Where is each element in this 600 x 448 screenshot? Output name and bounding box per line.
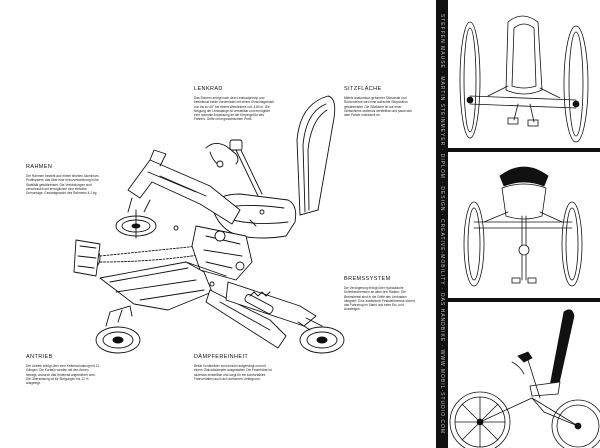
rahmen-title: RAHMEN (26, 164, 53, 170)
rahmen-text: Der Rahmen besteht aus einem leichten Aluminium-Profilsystem, das über eine Kreuzverstrebung hohe Stabilität gewährleistet. Die Verbindungen sind verschraubt und ermöglichen eine einfache Demontage. Gesamtgewicht des Rahmens 4,2 kg. (26, 174, 100, 196)
antrieb-text: Der Antrieb erfolgt über eine Kettenschaltung mit 21 Gängen. Die Kurbeln werden mit den Armen bewegt, wodurch das Hinterrad angetrieben wird. Die Übersetzung ist für Steigungen bis 12 % ausgelegt. (26, 364, 100, 386)
bremssystem-title: BREMSSYSTEM (344, 276, 391, 282)
spine-text: STEFFEN MAUSE · MARTIN STEINMEYER · DIPLOM · DESIGN · CREATIVE-MOBILITY · DAS HANDBIKE · WWW.MOBIL-STUDIO.COM (439, 13, 445, 435)
front-left-wheel-part (116, 198, 156, 238)
rear-view-drawing (448, 0, 600, 148)
bremssystem-text: Die Verzögerung erfolgt über hydraulische Scheibenbremsen an allen drei Rädern. Die Bremshebel sind in die Griffe des Lenkrades integriert. Eine zusätzliche Feststellbremse sichert das Fahrzeug im Stand und beim Ein- und Aussteigen. (344, 286, 415, 312)
lenkrad-text: Das Steuern erfolgt nach dem Lenkradprinzip und beeinflusst beide Vorderräder mit einem Einschlagwinkel von bis zu 45° bei einem Wendekreis von 3,80 m. Die Neigung der Lenkstange ist verstellbar und ermöglicht eine optimale Anpassung an die Körpergröße des Fahrers. Griffe mit ergonomischem Profil. (194, 96, 274, 122)
lenkrad-title: LENKRAD (194, 86, 223, 92)
steering-part (206, 140, 262, 196)
rear-view-panel (448, 0, 600, 148)
side-view-panel (448, 302, 600, 448)
front-view-panel (448, 152, 600, 298)
side-view-drawing (448, 302, 600, 448)
frame-upper-part (128, 150, 240, 224)
views-column (448, 0, 600, 448)
sitzflaeche-text: Mittels anatomisch geformter Sitzschale und Rückenlehne wird eine aufrechte Sitzposition gewährleistet. Die Sitzfläche ist auf einer Gleitschiene stufenlos verstellbar und passt sich dem Fahrer individuell an. (344, 96, 413, 118)
daempfereinheit-text: Beide Vorderräder sind einzeln aufgehängt und mit einem Öldruckdämpfer ausgestattet. Die Federhärte ist stufenlos einstellbar und sorgt für ein komfortables Fahrverhalten auch auf unebenem Untergrund. (194, 364, 272, 381)
sitzflaeche-title: SITZFLÄCHE (344, 86, 382, 92)
daempfereinheit-title: DÄMPFEREINHEIT (194, 354, 249, 360)
rear-left-wheel-part (96, 306, 140, 353)
page-spine (436, 0, 448, 448)
antrieb-title: ANTRIEB (26, 354, 53, 360)
seat-back-part (297, 96, 335, 215)
front-view-drawing (448, 152, 600, 298)
